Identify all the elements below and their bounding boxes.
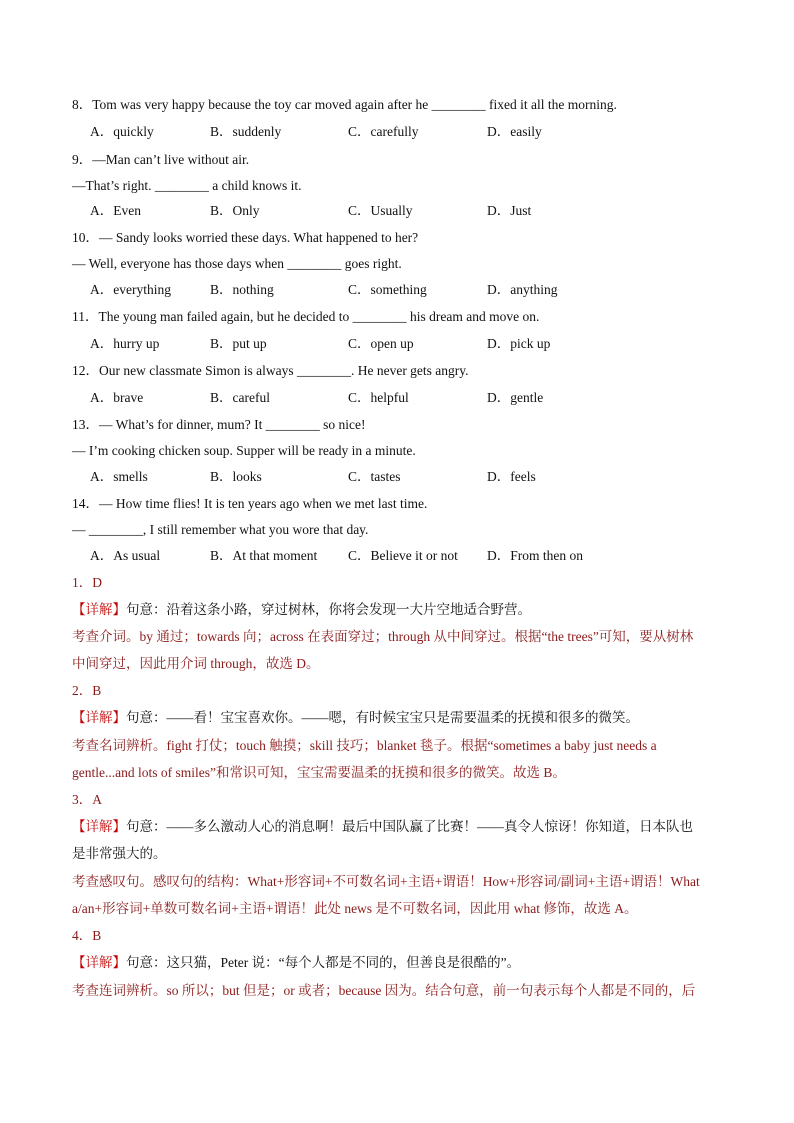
question-8-stem: 8．Tom was very happy because the toy car moved again after he ________ fixed it all the morning.: [72, 97, 617, 112]
option-b: B．nothing: [210, 282, 274, 297]
option-a: A．everything: [90, 282, 171, 297]
sentence-meaning: 句意：这只猫，Peter 说：“每个人都是不同的，但善良是很酷的”。: [126, 955, 521, 970]
option-a: A．Even: [90, 203, 141, 218]
answer-3-explain-2: a/an+形容词+单数可数名词+主语+谓语！此处 news 是不可数名词，因此用 what 修饰，故选 A。: [72, 901, 638, 916]
answer-2-explain-1: 考查名词辨析。fight 打仗；touch 触摸；skill 技巧；blanket 毯子。根据“sometimes a baby just needs a: [72, 738, 657, 753]
option-d: D．anything: [487, 282, 558, 297]
question-10-stem-2: — Well, everyone has those days when ________ goes right.: [72, 256, 402, 271]
option-b: B．At that moment: [210, 548, 318, 563]
sentence-meaning: 句意：——看！宝宝喜欢你。——嗯，有时候宝宝只是需要温柔的抚摸和很多的微笑。: [126, 710, 639, 725]
answer-2-number: 2．B: [72, 683, 102, 698]
answer-1-meaning-line: [72, 601, 531, 619]
question-9-stem-2: —That’s right. ________ a child knows it.: [72, 178, 302, 193]
question-12-stem: 12．Our new classmate Simon is always ________. He never gets angry.: [72, 363, 469, 378]
option-a: A．smells: [90, 469, 148, 484]
option-a: A．As usual: [90, 548, 161, 563]
answer-4-explain-1: 考查连词辨析。so 所以；but 但是；or 或者；because 因为。结合句意，前一句表示每个人都是不同的，后: [72, 983, 696, 998]
answer-3-explain-1: 考查感叹句。感叹句的结构：What+形容词+不可数名词+主语+谓语！How+形容词/副词+主语+谓语！What: [72, 874, 700, 889]
answer-4-meaning-line: [72, 954, 520, 972]
option-d: D．feels: [487, 469, 536, 484]
answer-1-number: 1．D: [72, 575, 102, 590]
option-a: A．quickly: [90, 124, 154, 139]
option-d: D．From then on: [487, 548, 583, 563]
option-b: B．put up: [210, 336, 267, 351]
answer-4-number: 4．B: [72, 928, 102, 943]
option-d: D．easily: [487, 124, 542, 139]
option-b: B．careful: [210, 390, 270, 405]
answer-1-explain-1: 考查介词。by 通过；towards 向；across 在表面穿过；through 从中间穿过。根据“the trees”可知，要从树林: [72, 629, 694, 644]
option-c: C．Usually: [348, 203, 413, 218]
answer-3-meaning-cont: 是非常强大的。: [72, 846, 167, 861]
option-c: C．carefully: [348, 124, 419, 139]
answer-3-number: 3．A: [72, 792, 102, 807]
option-c: C．tastes: [348, 469, 401, 484]
detail-tag: 【详解】: [72, 602, 126, 617]
question-14-stem-1: 14．— How time flies! It is ten years ago when we met last time.: [72, 496, 428, 511]
option-a: A．hurry up: [90, 336, 160, 351]
option-b: B．looks: [210, 469, 262, 484]
question-9-stem-1: 9．—Man can’t live without air.: [72, 152, 250, 167]
option-d: D．gentle: [487, 390, 544, 405]
option-a: A．brave: [90, 390, 144, 405]
question-14-stem-2: — ________, I still remember what you wore that day.: [72, 522, 369, 537]
question-11-stem: 11．The young man failed again, but he decided to ________ his dream and move on.: [72, 309, 540, 324]
answer-2-meaning-line: [72, 709, 639, 727]
option-c: C．Believe it or not: [348, 548, 458, 563]
option-d: D．pick up: [487, 336, 551, 351]
option-b: B．Only: [210, 203, 260, 218]
option-c: C．open up: [348, 336, 414, 351]
option-b: B．suddenly: [210, 124, 282, 139]
sentence-meaning: 句意：——多么激动人心的消息啊！最后中国队赢了比赛！——真令人惊讶！你知道，日本队也: [126, 819, 693, 834]
detail-tag: 【详解】: [72, 955, 126, 970]
answer-1-explain-2: 中间穿过，因此用介词 through，故选 D。: [72, 656, 320, 671]
sentence-meaning: 句意：沿着这条小路，穿过树林，你将会发现一大片空地适合野营。: [126, 602, 531, 617]
detail-tag: 【详解】: [72, 819, 126, 834]
answer-3-meaning-line: [72, 818, 693, 836]
detail-tag: 【详解】: [72, 710, 126, 725]
option-d: D．Just: [487, 203, 532, 218]
question-13-stem-1: 13．— What’s for dinner, mum? It ________ so nice!: [72, 417, 366, 432]
answer-2-explain-2: gentle...and lots of smiles”和常识可知，宝宝需要温柔的抚摸和很多的微笑。故选 B。: [72, 765, 566, 780]
option-c: C．helpful: [348, 390, 409, 405]
question-13-stem-2: — I’m cooking chicken soup. Supper will be ready in a minute.: [72, 443, 416, 458]
option-c: C．something: [348, 282, 427, 297]
question-10-stem-1: 10．— Sandy looks worried these days. What happened to her?: [72, 230, 419, 245]
